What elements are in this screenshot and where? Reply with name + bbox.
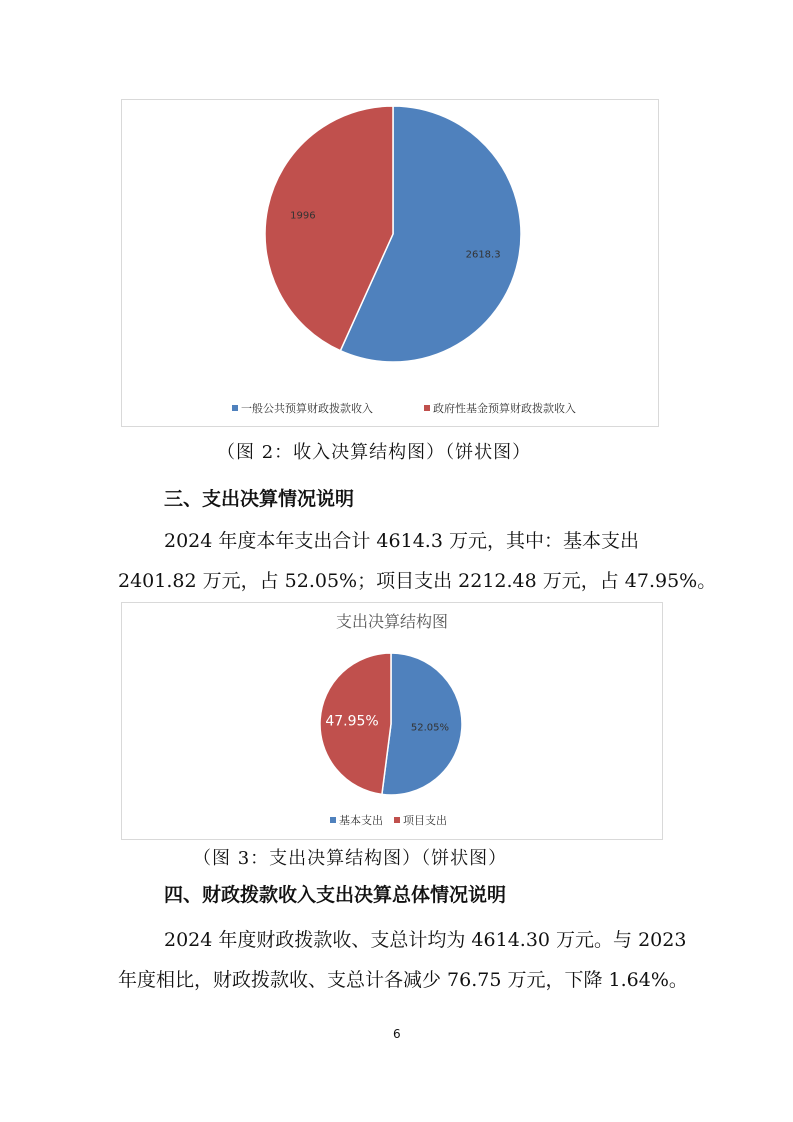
legend-swatch-fund — [424, 405, 430, 411]
revenue-slice-label-general: 2618.3 — [465, 249, 501, 261]
legend-label-basic: 基本支出 — [339, 814, 383, 827]
legend-label-general: 一般公共预算财政拨款收入 — [241, 402, 373, 415]
legend-label-fund: 政府性基金预算财政拨款收入 — [433, 402, 576, 415]
legend-swatch-basic — [330, 817, 336, 823]
expense-pie-chart — [121, 602, 663, 840]
revenue-pie-chart — [121, 99, 659, 427]
figure-2-caption: （图 2：收入决算结构图）（饼状图） — [217, 442, 532, 463]
revenue-pie-svg — [122, 100, 658, 426]
section-3-heading: 三、支出决算情况说明 — [164, 488, 355, 510]
section-3-paragraph-line-2: 2401.82 万元，占 52.05%；项目支出 2212.48 万元，占 47.95%。 — [118, 570, 717, 592]
page-number: 6 — [393, 1027, 401, 1041]
expense-chart-title: 支出决算结构图 — [335, 612, 449, 631]
section-3-paragraph-line-1: 2024 年度本年支出合计 4614.3 万元，其中：基本支出 — [164, 530, 639, 552]
section-4-heading: 四、财政拨款收入支出决算总体情况说明 — [164, 884, 507, 906]
legend-swatch-general — [232, 405, 238, 411]
expense-slice-label-basic: 52.05% — [410, 722, 450, 734]
expense-slice-label-project: 47.95% — [325, 713, 379, 730]
section-4-paragraph-line-1: 2024 年度财政拨款收、支总计均为 4614.30 万元。与 2023 — [164, 929, 687, 951]
figure-3-caption: （图 3：支出决算结构图）（饼状图） — [193, 848, 508, 869]
revenue-slice-label-fund: 1996 — [290, 210, 316, 222]
expense-pie-svg — [122, 603, 662, 839]
section-4-paragraph-line-2: 年度相比，财政拨款收、支总计各减少 76.75 万元，下降 1.64%。 — [118, 969, 688, 991]
legend-label-project: 项目支出 — [403, 814, 447, 827]
legend-swatch-project — [394, 817, 400, 823]
